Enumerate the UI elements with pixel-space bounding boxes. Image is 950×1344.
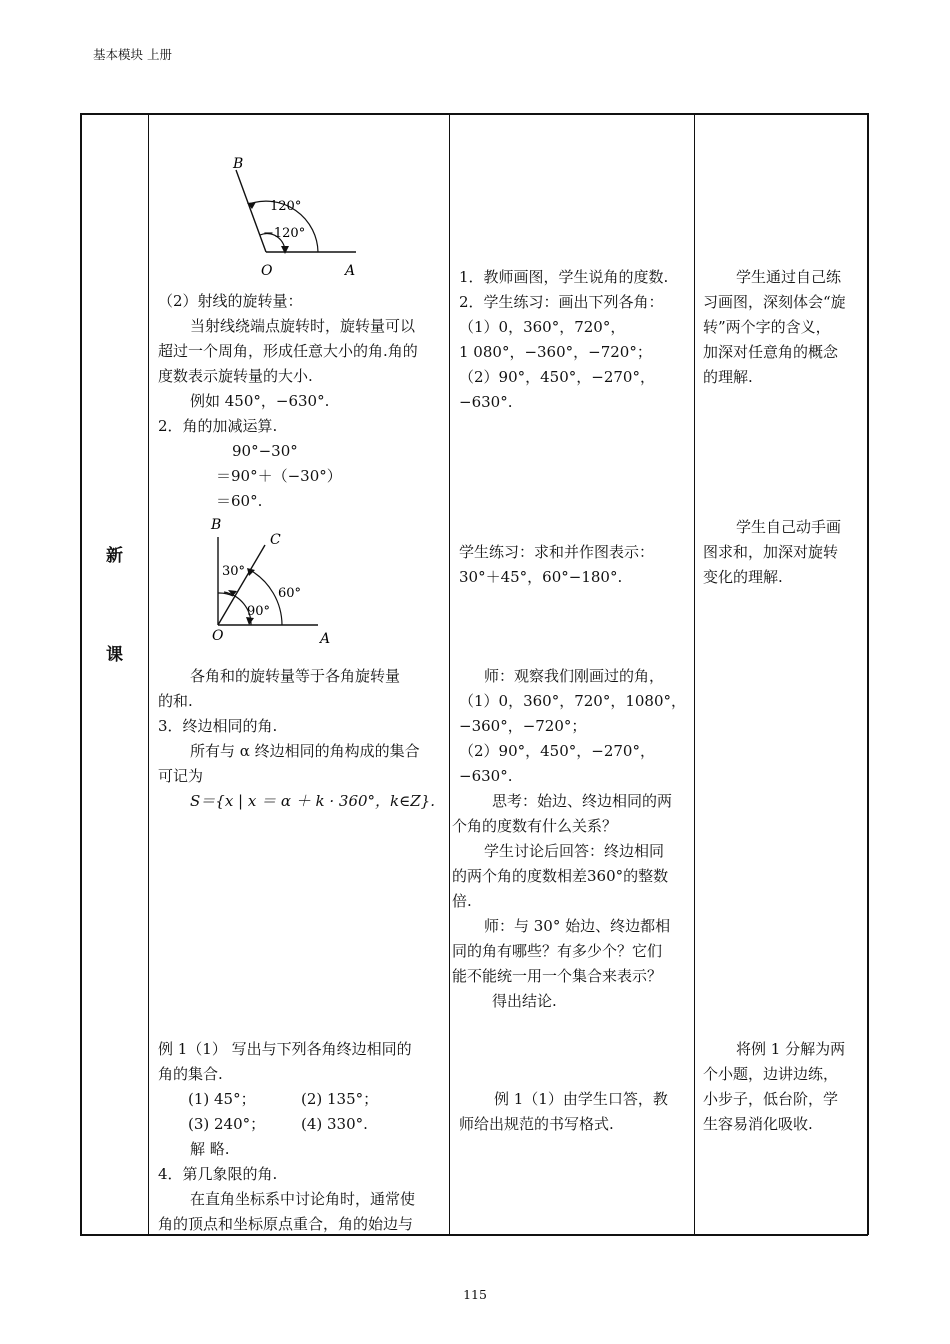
page-header: 基本模块 上册 — [93, 47, 172, 62]
text-line: 所有与 α 终边相同的角构成的集合 — [190, 742, 420, 760]
text-line: 学生自己动手画 — [736, 518, 842, 536]
example-item: (1) 45°； — [188, 1090, 256, 1108]
text-line: 3．终边相同的角. — [158, 717, 278, 735]
text-line: （1）0，360°，720°，1080°， — [459, 692, 687, 710]
label-a: A — [345, 263, 356, 279]
text-line: 30°＋45°，60°−180°. — [459, 568, 623, 586]
text-line: 个角的度数有什么关系？ — [452, 817, 618, 835]
page-number: 115 — [463, 1287, 487, 1302]
text-line: 4．第几象限的角. — [158, 1165, 278, 1183]
text-line: 当射线绕端点旋转时，旋转量可以 — [190, 317, 416, 335]
text-line: 加深对任意角的概念 — [703, 343, 839, 361]
section-label-ke: 课 — [106, 645, 123, 665]
ray-ob — [236, 170, 266, 252]
solution-line: 解 略. — [190, 1140, 230, 1158]
text-line: 度数表示旋转量的大小. — [158, 367, 313, 385]
label-90: 90° — [247, 604, 271, 619]
label-a: A — [320, 631, 331, 647]
table-left-border — [80, 113, 82, 1235]
text-line: 例 1（1）由学生口答，教 — [494, 1090, 668, 1108]
text-line: （2）射线的旋转量： — [158, 292, 303, 310]
set-formula: S＝{x | x ＝ α ＋ k · 360°，k∈Z}. — [190, 792, 435, 810]
column-divider-2 — [449, 113, 450, 1235]
text-line: −630°. — [459, 767, 513, 785]
text-line: 角的集合. — [158, 1065, 223, 1083]
label-120: 120° — [270, 199, 302, 214]
text-line: 转”两个字的含义， — [703, 318, 831, 336]
text-line: 师给出规范的书写格式. — [459, 1115, 614, 1133]
text-line: 得出结论. — [492, 992, 557, 1010]
text-line: 图求和，加深对旋转 — [703, 543, 839, 561]
text-line: （2）90°，450°，−270°， — [459, 368, 655, 386]
text-line: 例如 450°，−630°. — [190, 392, 330, 410]
math-line: ＝60°. — [216, 492, 263, 510]
math-line: 90°−30° — [232, 442, 298, 460]
text-line: 个小题，边讲边练， — [703, 1065, 839, 1083]
text-line: 1 080°，−360°，−720°； — [459, 343, 652, 361]
text-line: 的理解. — [703, 368, 753, 386]
label-o: O — [261, 263, 273, 279]
label-neg120: −120° — [263, 226, 306, 241]
table-right-border — [867, 113, 869, 1235]
text-line: 变化的理解. — [703, 568, 783, 586]
text-line: 思考：始边、终边相同的两 — [492, 792, 673, 810]
text-line: 的和. — [158, 692, 193, 710]
label-30: 30° — [222, 564, 246, 579]
column-divider-3 — [694, 113, 695, 1235]
rotation-angle-figure — [200, 150, 380, 285]
text-line: 在直角坐标系中讨论角时，通常使 — [190, 1190, 416, 1208]
label-60: 60° — [278, 586, 302, 601]
text-line: −630°. — [459, 393, 513, 411]
text-line: 师：观察我们刚画过的角， — [484, 667, 665, 685]
text-line: （2）90°，450°，−270°， — [459, 742, 655, 760]
text-line: 倍. — [452, 892, 472, 910]
text-line: 同的角有哪些？有多少个？它们 — [452, 942, 663, 960]
text-line: 学生练习：求和并作图表示： — [459, 543, 655, 561]
example-item: (2) 135°； — [301, 1090, 379, 1108]
text-line: 生容易消化吸收. — [703, 1115, 813, 1133]
table-top-border — [80, 113, 868, 115]
example-heading: 例 1（1） 写出与下列各角终边相同的 — [158, 1040, 412, 1058]
label-o: O — [212, 628, 224, 644]
text-line: 学生通过自己练 — [736, 268, 842, 286]
example-item: (4) 330°. — [301, 1115, 368, 1133]
text-line: 习画图，深刻体会“旋 — [703, 293, 846, 311]
text-line: 2．学生练习：画出下列各角： — [459, 293, 664, 311]
text-line: （1）0，360°，720°， — [459, 318, 626, 336]
text-line: 小步子，低台阶，学 — [703, 1090, 839, 1108]
text-line: 学生讨论后回答：终边相同 — [484, 842, 665, 860]
text-line: 超过一个周角，形成任意大小的角.角的 — [158, 342, 418, 360]
text-line: 可记为 — [158, 767, 204, 785]
text-line: 各角和的旋转量等于各角旋转量 — [190, 667, 401, 685]
text-line: 2．角的加减运算. — [158, 417, 278, 435]
math-line: ＝90°＋（−30°） — [216, 467, 342, 485]
label-c: C — [270, 532, 281, 548]
text-line: 1．教师画图，学生说角的度数. — [459, 268, 669, 286]
label-b: B — [233, 156, 244, 172]
section-label-xin: 新 — [106, 546, 123, 566]
text-line: 角的顶点和坐标原点重合，角的始边与 — [158, 1215, 414, 1233]
angle-addition-figure — [200, 512, 350, 647]
text-line: 师：与 30° 始边、终边都相 — [484, 917, 671, 935]
arrowhead-icon — [281, 246, 289, 254]
text-line: −360°，−720°； — [459, 717, 587, 735]
text-line: 的两个角的度数相差360°的整数 — [452, 867, 669, 885]
text-line: 将例 1 分解为两 — [736, 1040, 846, 1058]
text-line: 能不能统一用一个集合来表示？ — [452, 967, 663, 985]
column-divider-1 — [148, 113, 149, 1235]
label-b: B — [211, 517, 222, 533]
example-item: (3) 240°； — [188, 1115, 266, 1133]
